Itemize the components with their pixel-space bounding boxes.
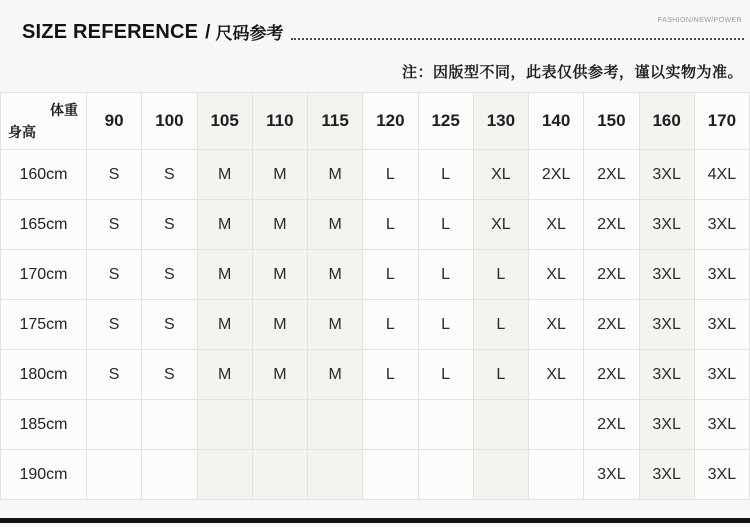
column-header-weight-110: 110 <box>252 93 307 150</box>
size-cell: 2XL <box>584 300 639 350</box>
size-cell <box>197 450 252 500</box>
size-cell: 3XL <box>694 250 749 300</box>
size-cell: M <box>308 350 363 400</box>
size-cell: 4XL <box>694 150 749 200</box>
size-cell: S <box>87 350 142 400</box>
column-header-weight-90: 90 <box>87 93 142 150</box>
size-cell: 3XL <box>639 400 694 450</box>
size-cell: XL <box>529 250 584 300</box>
size-cell <box>529 400 584 450</box>
size-cell: L <box>418 200 473 250</box>
size-cell: L <box>418 250 473 300</box>
table-row-170cm <box>1 250 750 300</box>
size-cell: 2XL <box>584 400 639 450</box>
size-cell: M <box>252 150 307 200</box>
row-height-label: 160cm <box>1 150 87 200</box>
size-cell: 3XL <box>639 250 694 300</box>
size-cell: 3XL <box>639 450 694 500</box>
column-header-weight-130: 130 <box>473 93 528 150</box>
column-header-weight-160: 160 <box>639 93 694 150</box>
dotted-leader-line <box>291 38 744 40</box>
size-cell: 3XL <box>639 150 694 200</box>
size-cell: M <box>308 200 363 250</box>
size-cell <box>308 450 363 500</box>
size-cell: XL <box>473 150 528 200</box>
table-row-180cm <box>1 350 750 400</box>
size-cell <box>87 400 142 450</box>
size-cell: 3XL <box>694 350 749 400</box>
size-cell: M <box>197 300 252 350</box>
size-cell <box>363 400 418 450</box>
size-cell: L <box>473 300 528 350</box>
size-cell <box>418 400 473 450</box>
size-cell: M <box>252 250 307 300</box>
size-cell: M <box>252 200 307 250</box>
size-cell: 2XL <box>584 200 639 250</box>
size-cell <box>252 400 307 450</box>
column-header-weight-115: 115 <box>308 93 363 150</box>
size-cell <box>473 450 528 500</box>
size-cell: S <box>142 150 197 200</box>
size-cell: M <box>308 300 363 350</box>
size-cell: S <box>87 200 142 250</box>
size-cell <box>418 450 473 500</box>
size-cell: M <box>197 150 252 200</box>
table-row-175cm <box>1 300 750 350</box>
size-cell <box>252 450 307 500</box>
note-text: 注：因版型不同，此表仅供参考，谨以实物为准。 <box>401 64 743 81</box>
size-cell <box>87 450 142 500</box>
size-cell: S <box>142 250 197 300</box>
title-separator: / <box>205 22 211 43</box>
row-height-label: 180cm <box>1 350 87 400</box>
size-cell: L <box>363 300 418 350</box>
size-cell: M <box>252 350 307 400</box>
size-cell <box>197 400 252 450</box>
corner-weight-label: 体重 <box>50 102 78 118</box>
size-cell <box>473 400 528 450</box>
size-cell: M <box>197 350 252 400</box>
size-cell: XL <box>529 200 584 250</box>
size-cell: 3XL <box>694 400 749 450</box>
size-cell: L <box>363 350 418 400</box>
table-row-160cm <box>1 150 750 200</box>
size-cell <box>142 450 197 500</box>
size-cell: S <box>142 300 197 350</box>
size-cell: L <box>363 150 418 200</box>
bottom-divider-bar <box>0 518 750 523</box>
size-cell: XL <box>529 300 584 350</box>
column-header-weight-125: 125 <box>418 93 473 150</box>
table-row-185cm <box>1 400 750 450</box>
size-cell: L <box>363 250 418 300</box>
size-cell: 3XL <box>694 300 749 350</box>
size-cell: 2XL <box>584 350 639 400</box>
size-cell: 3XL <box>639 300 694 350</box>
size-cell: XL <box>529 350 584 400</box>
size-cell: M <box>197 200 252 250</box>
table-row-165cm <box>1 200 750 250</box>
row-height-label: 165cm <box>1 200 87 250</box>
size-cell: 3XL <box>694 200 749 250</box>
row-height-label: 185cm <box>1 400 87 450</box>
corner-header-cell <box>1 93 87 150</box>
brand-watermark: FASHION/NEW/POWER <box>657 17 742 24</box>
size-cell: L <box>418 350 473 400</box>
size-cell: M <box>252 300 307 350</box>
size-cell: 2XL <box>584 250 639 300</box>
size-cell: M <box>197 250 252 300</box>
column-header-weight-120: 120 <box>363 93 418 150</box>
table-header-row <box>1 93 750 150</box>
size-cell: L <box>418 150 473 200</box>
column-header-weight-150: 150 <box>584 93 639 150</box>
header <box>22 22 744 42</box>
column-header-weight-105: 105 <box>197 93 252 150</box>
table-row-190cm <box>1 450 750 500</box>
size-cell: M <box>308 250 363 300</box>
column-header-weight-140: 140 <box>529 93 584 150</box>
size-cell: 2XL <box>529 150 584 200</box>
corner-height-label: 身高 <box>8 124 36 140</box>
page-title: SIZE REFERENCE <box>22 21 199 43</box>
size-cell <box>308 400 363 450</box>
row-height-label: 175cm <box>1 300 87 350</box>
size-cell: L <box>418 300 473 350</box>
size-cell <box>142 400 197 450</box>
size-cell: S <box>87 300 142 350</box>
size-cell: XL <box>473 200 528 250</box>
size-cell: L <box>363 200 418 250</box>
row-height-label: 190cm <box>1 450 87 500</box>
size-cell: S <box>87 150 142 200</box>
page-title-zh: 尺码参考 <box>215 24 284 43</box>
size-cell <box>529 450 584 500</box>
column-header-weight-100: 100 <box>142 93 197 150</box>
size-reference-table <box>0 92 750 500</box>
size-cell: 3XL <box>584 450 639 500</box>
row-height-label: 170cm <box>1 250 87 300</box>
size-cell: S <box>87 250 142 300</box>
column-header-weight-170: 170 <box>694 93 749 150</box>
size-cell: S <box>142 350 197 400</box>
size-cell: S <box>142 200 197 250</box>
size-cell: 3XL <box>694 450 749 500</box>
size-cell: 2XL <box>584 150 639 200</box>
size-cell: L <box>473 250 528 300</box>
size-cell: L <box>473 350 528 400</box>
size-cell <box>363 450 418 500</box>
size-cell: 3XL <box>639 350 694 400</box>
size-cell: 3XL <box>639 200 694 250</box>
size-cell: M <box>308 150 363 200</box>
